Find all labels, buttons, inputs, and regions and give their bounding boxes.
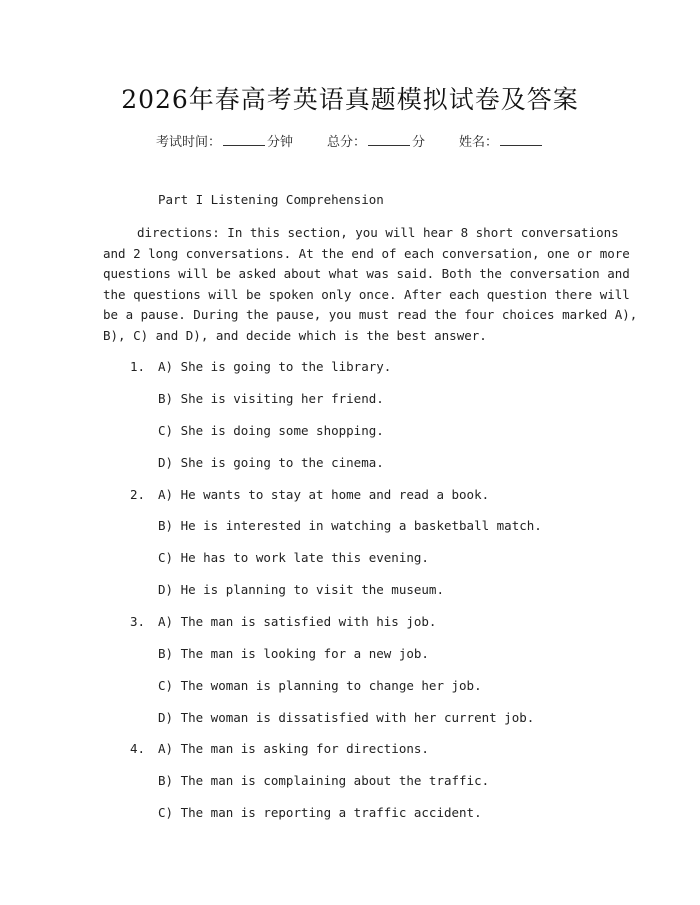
page-title: 2026年春高考英语真题模拟试卷及答案 <box>121 85 579 114</box>
answer-option: B) She is visiting her friend. <box>158 391 384 406</box>
answer-option: A) The man is satisfied with his job. <box>158 614 437 629</box>
question-number: 3. <box>130 614 146 629</box>
answer-option: C) He has to work late this evening. <box>158 550 429 565</box>
answer-option: A) The man is asking for directions. <box>158 741 429 756</box>
question-number: 4. <box>130 741 146 756</box>
directions-line: be a pause. During the pause, you must read the four choices marked A), <box>103 307 638 322</box>
answer-option: B) The man is complaining about the traffic. <box>158 773 490 788</box>
answer-option: D) He is planning to visit the museum. <box>158 582 444 597</box>
directions-line: questions will be asked about what was said. Both the conversation and <box>103 266 630 281</box>
time-unit: 分钟 <box>266 135 293 150</box>
answer-option: D) The woman is dissatisfied with her current job. <box>158 710 535 725</box>
directions-line: B), C) and D), and decide which is the best answer. <box>103 327 487 343</box>
score-unit: 分 <box>412 135 426 150</box>
time-blank <box>223 133 265 146</box>
answer-option: C) She is doing some shopping. <box>158 423 384 438</box>
answer-option: B) The man is looking for a new job. <box>158 646 429 661</box>
directions-line: directions: In this section, you will hear 8 short conversations <box>137 225 619 240</box>
question-number: 1. <box>130 359 146 374</box>
name-blank <box>500 133 542 146</box>
answer-option: C) The woman is planning to change her job. <box>158 678 482 693</box>
directions-paragraph <box>103 223 638 346</box>
answer-option: D) She is going to the cinema. <box>158 455 384 470</box>
directions-line: the questions will be spoken only once. After each question there will <box>103 286 630 302</box>
question-number: 2. <box>130 487 146 502</box>
score-label: 总分： <box>326 135 366 150</box>
answer-option: A) She is going to the library. <box>158 359 392 374</box>
time-label: 考试时间： <box>155 135 221 150</box>
answer-option: A) He wants to stay at home and read a book. <box>158 487 490 502</box>
name-label: 姓名： <box>459 135 499 150</box>
directions-line: and 2 long conversations. At the end of each conversation, one or more <box>103 245 630 261</box>
section-heading: Part I Listening Comprehension <box>158 192 384 207</box>
answer-option: C) The man is reporting a traffic accident. <box>158 805 482 820</box>
exam-meta <box>0 131 700 150</box>
score-blank <box>368 133 410 146</box>
answer-option: B) He is interested in watching a basketball match. <box>158 518 542 533</box>
